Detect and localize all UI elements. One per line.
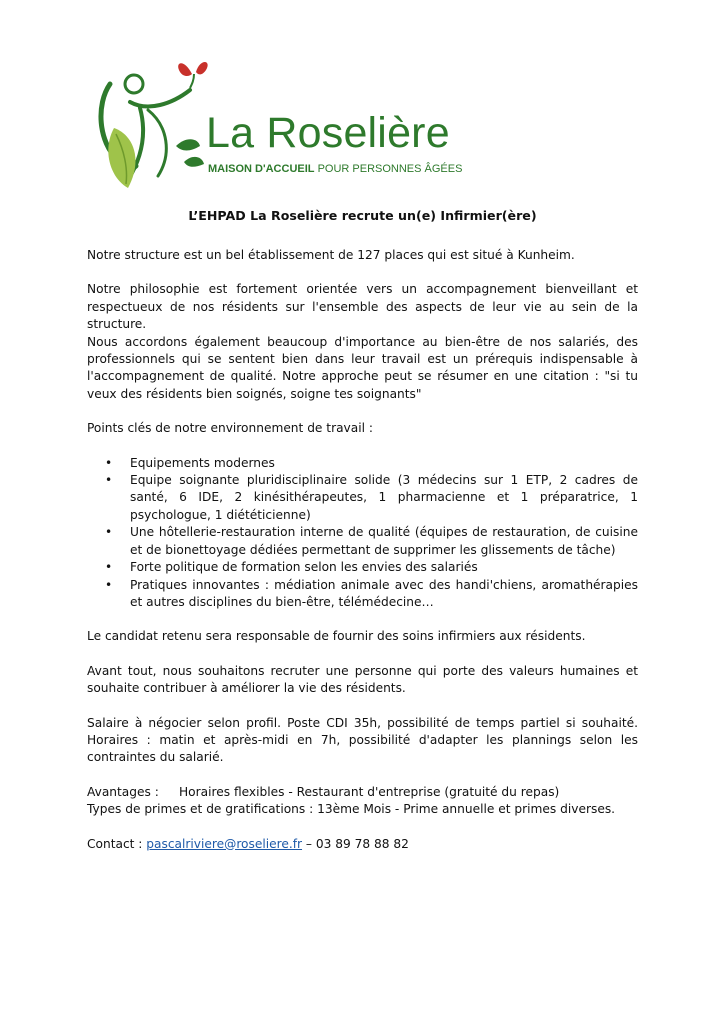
logo-title: La Roselière bbox=[206, 109, 450, 157]
key-points-list bbox=[87, 455, 638, 612]
advantages-value: Horaires flexibles - Restaurant d'entreprise (gratuité du repas) bbox=[179, 784, 560, 799]
contact-line bbox=[87, 836, 638, 853]
roseliere-logo-icon bbox=[88, 50, 218, 190]
roseliere-logo bbox=[88, 50, 468, 200]
list-item: • Equipements modernes bbox=[130, 455, 638, 472]
philosophy-paragraph: Notre philosophie est fortement orientée vers un accompagnement bienveillant et respectueux de nos résidents sur l'ensemble des aspects de leur vie au sein de la structure. bbox=[87, 282, 638, 332]
list-item: • Forte politique de formation selon les envies des salariés bbox=[130, 559, 638, 576]
logo-subtitle bbox=[208, 163, 462, 175]
intro-paragraph: Notre structure est un bel établissement de 127 places qui est situé à Kunheim. bbox=[87, 248, 575, 262]
job-offer-body bbox=[87, 207, 638, 853]
bonuses-line: Types de primes et de gratifications : 13ème Mois - Prime annuelle et primes diverses. bbox=[87, 802, 616, 817]
contact-phone: – 03 89 78 88 82 bbox=[302, 836, 409, 851]
advantages-line bbox=[87, 784, 638, 801]
wellbeing-paragraph: Nous accordons également beaucoup d'importance au bien-être de nos salariés, des professionnels qui se sentent bien dans leur travail est un prérequis indispensable à l'accompagnement de qualité. Notre approche peut se résumer en une citation : "si tu veux des résidents bien soignés, soigne tes soignants" bbox=[87, 334, 638, 401]
key-points-heading: Points clés de notre environnement de travail : bbox=[87, 421, 373, 436]
responsibility-paragraph: Le candidat retenu sera responsable de fournir des soins infirmiers aux résidents. bbox=[87, 629, 586, 644]
advantages-label: Avantages : bbox=[87, 784, 159, 799]
contact-label: Contact : bbox=[87, 836, 147, 851]
list-item: • Pratiques innovantes : médiation animale avec des handi'chiens, aromathérapies et autres disciplines du bien-être, télémédecine… bbox=[130, 577, 638, 612]
contact-email-link[interactable]: pascalriviere@roseliere.fr bbox=[146, 836, 303, 851]
page-title: L’EHPAD La Roselière recrute un(e) Infirmier(ère) bbox=[188, 208, 537, 223]
list-item: • Une hôtellerie-restauration interne de qualité (équipes de restauration, de cuisine et de bionettoyage dédiées permettant de supprimer les glissements de tâche) bbox=[130, 524, 638, 559]
list-item: • Equipe soignante pluridisciplinaire solide (3 médecins sur 1 ETP, 2 cadres de santé, 6 IDE, 2 kinésithérapeutes, 1 pharmacienne et 1 préparatrice, 1 psychologue, 1 diététicienne) bbox=[130, 472, 638, 524]
logo-subtitle-bold: MAISON D'ACCUEIL bbox=[208, 163, 315, 175]
logo-subtitle-rest: POUR PERSONNES ÂGÉES bbox=[314, 163, 463, 175]
values-paragraph: Avant tout, nous souhaitons recruter une personne qui porte des valeurs humaines et souhaite contribuer à améliorer la vie des résidents. bbox=[87, 663, 638, 696]
salary-paragraph: Salaire à négocier selon profil. Poste CDI 35h, possibilité de temps partiel si souhaité. Horaires : matin et après-midi en 7h, possibilité d'adapter les plannings selon les contraintes du salarié. bbox=[87, 715, 638, 765]
